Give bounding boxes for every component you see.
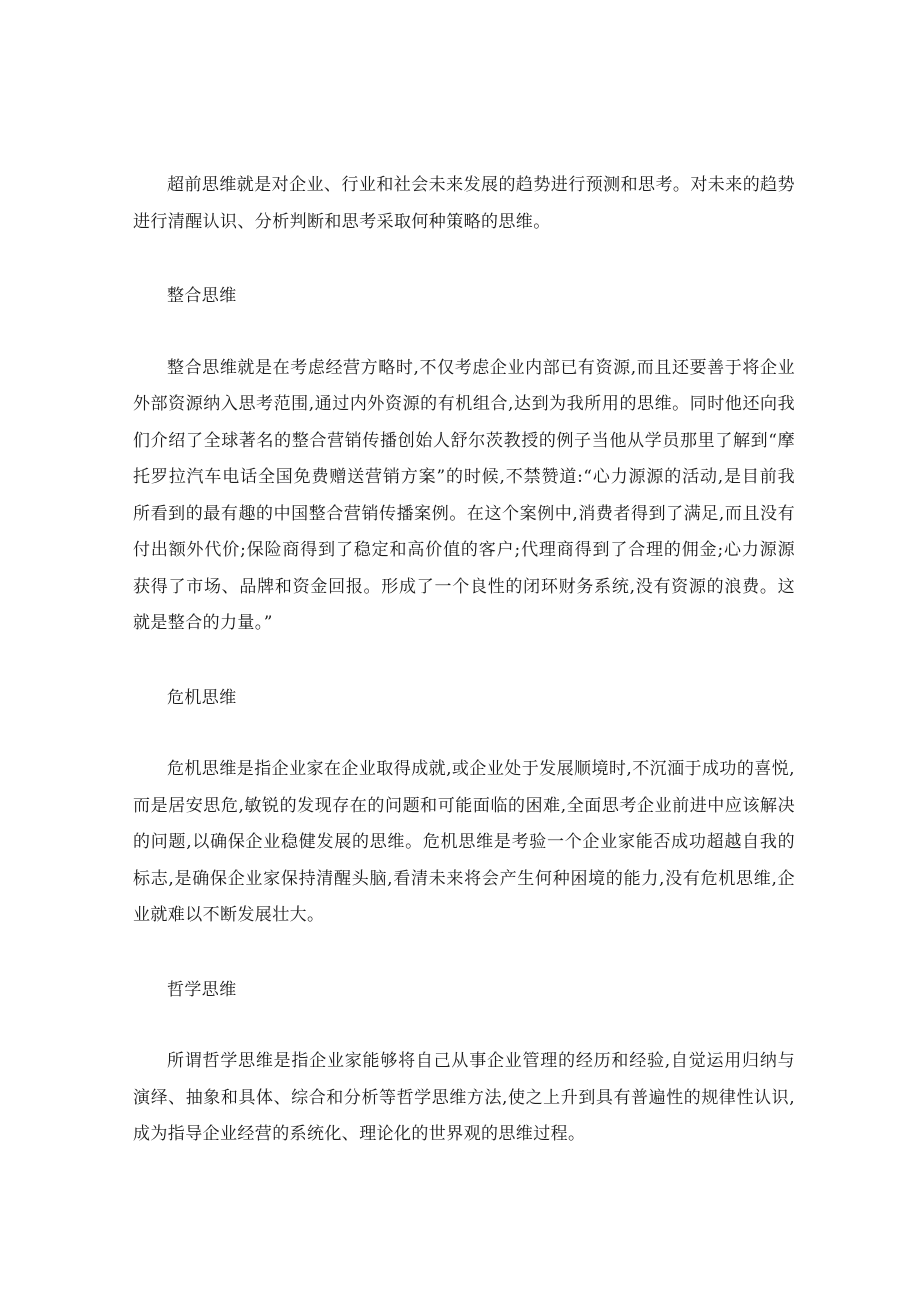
paragraph-forward-thinking: 超前思维就是对企业、行业和社会未来发展的趋势进行预测和思考。对未来的趋势进行清醒认识、分析判断和思考采取何种策略的思维。	[133, 175, 795, 232]
spacer	[133, 240, 795, 278]
heading-philosophical-thinking: 哲学思维	[167, 979, 237, 1000]
heading-crisis-thinking: 危机思维	[167, 687, 237, 708]
spacer	[133, 642, 795, 680]
spacer	[133, 315, 795, 350]
paragraph-crisis-thinking: 危机思维是指企业家在企业取得成就,或企业处于发展顺境时,不沉湎于成功的喜悦,而是居安思危,敏锐的发现存在的问题和可能面临的困难,全面思考企业前进中应该解决的问题,以确保企业稳健发展的思维。危机思维是考验一个企业家能否成功超越自我的标志,是确保企业家保持清醒头脑,看清未来将会产生何种困境的能力,没有危机思维,企业就难以不断发展壮大。	[133, 759, 795, 925]
spacer	[133, 716, 795, 751]
heading-integration-thinking: 整合思维	[167, 286, 237, 306]
document-body	[133, 167, 795, 1153]
spacer	[133, 1008, 795, 1043]
paragraph-integration-thinking: 整合思维就是在考虑经营方略时,不仅考虑企业内部已有资源,而且还要善于将企业外部资源纳入思考范围,通过内外资源的有机组合,达到为我所用的思维。同时他还向我们介绍了全球著名的整合营销传播创始人舒尔茨教授的例子当他从学员那里了解到“摩托罗拉汽车电话全国免费赠送营销方案”的时候,不禁赞道:“心力源源的活动,是目前我所看到的最有趣的中国整合营销传播案例。在这个案例中,消费者得到了满足,而且没有付出额外代价;保险商得到了稳定和高价值的客户;代理商得到了合理的佣金;心力源源获得了市场、品牌和资金回报。形成了一个良性的闭环财务系统,没有资源的浪费。这就是整合的力量。”	[133, 357, 795, 633]
spacer	[133, 934, 795, 972]
paragraph-philosophical-thinking: 所谓哲学思维是指企业家能够将自己从事企业管理的经历和经验,自觉运用归纳与演绎、抽象和具体、综合和分析等哲学思维方法,使之上升到具有普遍性的规律性认识,成为指导企业经营的系统化、理论化的世界观的思维过程。	[133, 1051, 795, 1144]
